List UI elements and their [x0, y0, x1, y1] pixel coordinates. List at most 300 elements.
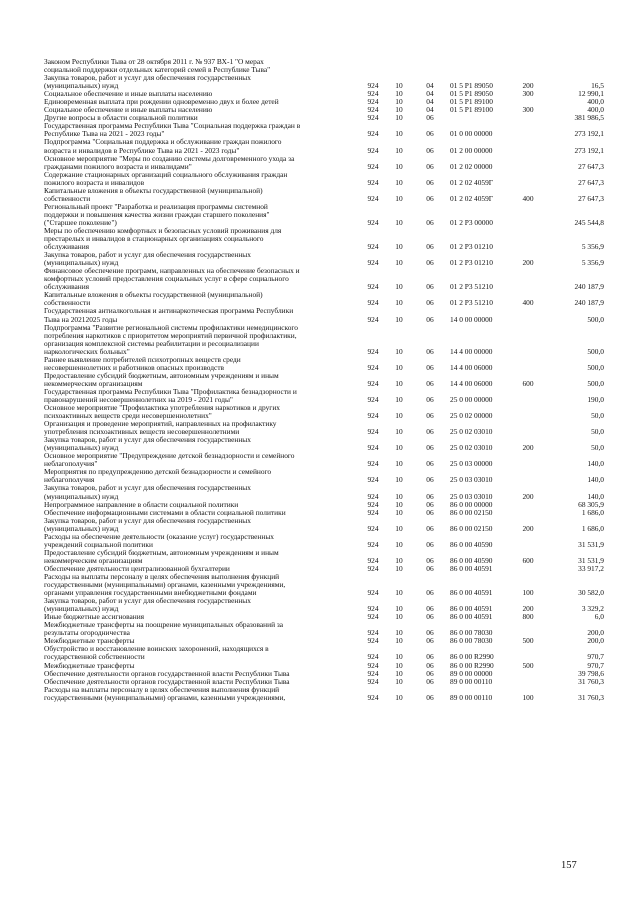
expense-name-cell	[44, 621, 362, 637]
expense-name-line: пожилого возраста и инвалидов	[44, 177, 145, 187]
section-code-cell: 10	[395, 427, 403, 437]
section-code-cell: 10	[395, 555, 403, 565]
amount-cell: 500,0	[587, 362, 604, 372]
subsection-code-cell: 06	[426, 475, 434, 485]
admin-code-cell: 924	[367, 113, 379, 123]
table-row	[44, 686, 604, 702]
subsection-code-cell: 06	[426, 523, 434, 533]
expense-name-line: Государственная программа Республики Тыва "Профилактика безнадзорности и	[44, 386, 297, 396]
expense-name-line: Закупка товаров, работ и услуг для обеспечения государственных	[44, 515, 251, 525]
expense-name-cell	[44, 404, 362, 420]
section-code-cell: 10	[395, 105, 403, 115]
amount-cell: 31 760,3	[578, 692, 604, 702]
expense-name-line: Единовременная выплата при рождении одновременно двух и более детей	[44, 97, 279, 107]
target-item-code-cell: 86 0 00 02150	[450, 523, 493, 533]
admin-code-cell: 924	[367, 145, 379, 155]
subsection-code-cell: 06	[426, 507, 434, 517]
section-code-cell: 10	[395, 692, 403, 702]
section-code-cell: 10	[395, 411, 403, 421]
expense-name-line: Обеспечение информационными системами в области социальной политики	[44, 507, 286, 517]
expense-name-cell	[44, 686, 362, 702]
target-item-code-cell: 01 2 02 00000	[450, 161, 493, 171]
section-code-cell: 10	[395, 89, 403, 99]
section-code-cell: 10	[395, 242, 403, 252]
subsection-code-cell: 06	[426, 298, 434, 308]
subsection-code-cell: 06	[426, 145, 434, 155]
amount-cell: 30 582,0	[578, 588, 604, 598]
expense-name-line: некоммерческим организациям	[44, 555, 143, 565]
expense-type-code-cell: 800	[522, 612, 534, 622]
admin-code-cell: 924	[367, 129, 379, 139]
expense-name-cell	[44, 356, 362, 372]
expense-name-cell	[44, 267, 362, 291]
admin-code-cell: 924	[367, 692, 379, 702]
target-item-code-cell: 86 0 00 R2990	[450, 660, 494, 670]
subsection-code-cell: 06	[426, 652, 434, 662]
table-row	[44, 573, 604, 597]
table-row	[44, 138, 604, 154]
expense-name-cell	[44, 549, 362, 565]
section-code-cell: 10	[395, 459, 403, 469]
budget-table	[44, 58, 604, 702]
admin-code-cell: 924	[367, 604, 379, 614]
subsection-code-cell: 06	[426, 491, 434, 501]
amount-cell: 16,5	[591, 81, 604, 91]
amount-cell: 140,0	[587, 459, 604, 469]
expense-name-cell	[44, 138, 362, 154]
admin-code-cell: 924	[367, 217, 379, 227]
expense-name-cell	[44, 645, 362, 661]
expense-name-cell	[44, 484, 362, 500]
expense-name-line: Закупка товаров, работ и услуг для обеспечения государственных	[44, 435, 251, 445]
subsection-code-cell: 06	[426, 113, 434, 123]
section-code-cell: 10	[395, 258, 403, 268]
table-row	[44, 452, 604, 468]
expense-type-code-cell: 200	[522, 523, 534, 533]
expense-name-line: Закупка товаров, работ и услуг для обеспечения государственных	[44, 73, 251, 83]
admin-code-cell: 924	[367, 242, 379, 252]
expense-name-line: результаты огородничества	[44, 628, 130, 638]
section-code-cell: 10	[395, 97, 403, 107]
target-item-code-cell: 86 0 00 40590	[450, 539, 493, 549]
admin-code-cell: 924	[367, 588, 379, 598]
table-row	[44, 171, 604, 187]
amount-cell: 12 990,1	[578, 89, 604, 99]
admin-code-cell: 924	[367, 652, 379, 662]
table-row	[44, 227, 604, 251]
target-item-code-cell: 01 2 Р3 01210	[450, 258, 493, 268]
expense-name-line: (муниципальных) нужд	[44, 491, 119, 501]
subsection-code-cell: 06	[426, 394, 434, 404]
section-code-cell: 10	[395, 628, 403, 638]
subsection-code-cell: 06	[426, 362, 434, 372]
target-item-code-cell: 01 2 02 4059Г	[450, 177, 494, 187]
target-item-code-cell: 25 0 03 03010	[450, 475, 493, 485]
subsection-code-cell: 06	[426, 555, 434, 565]
table-row	[44, 356, 604, 372]
section-code-cell: 10	[395, 652, 403, 662]
section-code-cell: 10	[395, 81, 403, 91]
target-item-code-cell: 25 0 03 03010	[450, 491, 493, 501]
amount-cell: 5 356,9	[581, 242, 604, 252]
expense-name-line: Региональный проект "Разработка и реализация программы системной	[44, 201, 268, 211]
expense-name-line: престарелых и инвалидов в стационарных организациях социального	[44, 234, 264, 244]
table-row	[44, 517, 604, 533]
target-item-code-cell: 01 5 Р1 89050	[450, 89, 493, 99]
amount-cell: 245 544,8	[574, 217, 604, 227]
expense-name-line: неблагополучия	[44, 475, 95, 485]
table-row	[44, 187, 604, 203]
target-item-code-cell: 14 4 00 00000	[450, 346, 493, 356]
subsection-code-cell: 06	[426, 217, 434, 227]
table-row	[44, 324, 604, 356]
table-row	[44, 58, 604, 74]
amount-cell: 381 986,5	[574, 113, 604, 123]
expense-name-cell	[44, 171, 362, 187]
expense-name-line: Подпрограмма "Развитие региональной системы профилактики немедицинского	[44, 322, 298, 332]
amount-cell: 27 647,3	[578, 193, 604, 203]
target-item-code-cell: 01 2 Р3 51210	[450, 282, 493, 292]
section-code-cell: 10	[395, 145, 403, 155]
target-item-code-cell: 01 5 Р1 89050	[450, 81, 493, 91]
section-code-cell: 10	[395, 113, 403, 123]
expense-name-line: Другие вопросы в области социальной политики	[44, 113, 198, 123]
subsection-code-cell: 06	[426, 378, 434, 388]
amount-cell: 5 356,9	[581, 258, 604, 268]
target-item-code-cell: 25 0 02 03010	[450, 427, 493, 437]
table-row	[44, 645, 604, 661]
expense-name-line: (муниципальных) нужд	[44, 523, 119, 533]
section-code-cell: 10	[395, 362, 403, 372]
subsection-code-cell: 06	[426, 668, 434, 678]
amount-cell: 50,0	[591, 427, 604, 437]
amount-cell: 970,7	[587, 660, 604, 670]
expense-name-cell	[44, 324, 362, 356]
subsection-code-cell: 06	[426, 676, 434, 686]
amount-cell: 31 531,9	[578, 555, 604, 565]
expense-name-cell	[44, 291, 362, 307]
section-code-cell: 10	[395, 563, 403, 573]
expense-name-line: гражданами пожилого возраста и инвалидами"	[44, 161, 192, 171]
expense-name-line: Мероприятия по предупреждению детской безнадзорности и семейного	[44, 467, 272, 477]
expense-name-cell	[44, 452, 362, 468]
amount-cell: 500,0	[587, 378, 604, 388]
amount-cell: 400,0	[587, 105, 604, 115]
target-item-code-cell: 14 0 00 00000	[450, 314, 493, 324]
expense-name-cell	[44, 58, 362, 74]
subsection-code-cell: 06	[426, 193, 434, 203]
expense-name-line: Межбюджетные трансферты	[44, 636, 135, 646]
target-item-code-cell: 86 0 00 78030	[450, 636, 493, 646]
target-item-code-cell: 86 0 00 R2990	[450, 652, 494, 662]
expense-name-cell	[44, 436, 362, 452]
expense-name-line: употребления психоактивных веществ несовершеннолетними	[44, 427, 240, 437]
expense-type-code-cell: 200	[522, 491, 534, 501]
table-row	[44, 621, 604, 637]
section-code-cell: 10	[395, 612, 403, 622]
subsection-code-cell: 06	[426, 539, 434, 549]
target-item-code-cell: 25 0 00 00000	[450, 394, 493, 404]
expense-name-cell	[44, 74, 362, 90]
target-item-code-cell: 01 5 Р1 89100	[450, 105, 493, 115]
amount-cell: 50,0	[591, 443, 604, 453]
admin-code-cell: 924	[367, 539, 379, 549]
expense-name-line: Основное мероприятие "Профилактика употребления наркотиков и других	[44, 403, 280, 413]
target-item-code-cell: 86 0 00 40591	[450, 612, 493, 622]
admin-code-cell: 924	[367, 443, 379, 453]
expense-name-cell	[44, 517, 362, 533]
expense-name-line: Межбюджетные трансферты на поощрение муниципальных образований за	[44, 620, 284, 630]
expense-name-line: Закупка товаров, работ и услуг для обеспечения государственных	[44, 596, 251, 606]
expense-name-line: Подпрограмма "Социальная поддержка и обслуживание граждан пожилого	[44, 137, 282, 147]
admin-code-cell: 924	[367, 660, 379, 670]
subsection-code-cell: 06	[426, 636, 434, 646]
expense-type-code-cell: 300	[522, 105, 534, 115]
admin-code-cell: 924	[367, 676, 379, 686]
admin-code-cell: 924	[367, 499, 379, 509]
expense-name-line: Меры по обеспечению комфортных и безопасных условий проживания для	[44, 225, 282, 235]
expense-name-line: Расходы на выплаты персоналу в целях обеспечения выполнения функций	[44, 684, 280, 694]
expense-name-line: Обеспечение деятельности централизованной бухгалтерии	[44, 563, 230, 573]
subsection-code-cell: 06	[426, 177, 434, 187]
admin-code-cell: 924	[367, 314, 379, 324]
expense-name-line: Предоставление субсидий бюджетным, автономным учреждениям и иным	[44, 547, 279, 557]
target-item-code-cell: 25 0 03 00000	[450, 459, 493, 469]
target-item-code-cell: 86 0 00 40591	[450, 604, 493, 614]
section-code-cell: 10	[395, 298, 403, 308]
expense-name-line: Расходы на выплаты персоналу в целях обеспечения выполнения функций	[44, 572, 280, 581]
table-row	[44, 122, 604, 138]
expense-name-line: некоммерческим организациям	[44, 378, 143, 388]
expense-type-code-cell: 600	[522, 555, 534, 565]
target-item-code-cell: 86 0 00 40591	[450, 588, 493, 598]
subsection-code-cell: 04	[426, 81, 434, 91]
expense-name-line: обслуживания	[44, 242, 90, 252]
expense-name-line: Предоставление субсидий бюджетным, автономным учреждениям и иным	[44, 370, 279, 380]
expense-name-line: Социальное обеспечение и иные выплаты населению	[44, 105, 213, 115]
expense-name-cell	[44, 597, 362, 613]
amount-cell: 500,0	[587, 346, 604, 356]
subsection-code-cell: 06	[426, 612, 434, 622]
target-item-code-cell: 86 0 00 78030	[450, 628, 493, 638]
subsection-code-cell: 06	[426, 604, 434, 614]
admin-code-cell: 924	[367, 427, 379, 437]
expense-name-line: Государственная программа Республики Тыва "Социальная поддержка граждан в	[44, 121, 301, 131]
expense-name-cell	[44, 155, 362, 171]
admin-code-cell: 924	[367, 362, 379, 372]
section-code-cell: 10	[395, 394, 403, 404]
expense-name-line: Иные бюджетные ассигнования	[44, 612, 145, 622]
expense-name-line: (муниципальных) нужд	[44, 258, 119, 268]
expense-type-code-cell: 400	[522, 298, 534, 308]
admin-code-cell: 924	[367, 507, 379, 517]
admin-code-cell: 924	[367, 628, 379, 638]
admin-code-cell: 924	[367, 177, 379, 187]
amount-cell: 200,0	[587, 628, 604, 638]
expense-name-line: организация комплексной системы реабилитации и ресоциализации	[44, 338, 259, 348]
expense-name-line: Основное мероприятие "Предупреждение детской безнадзорности и семейного	[44, 451, 295, 461]
expense-name-cell	[44, 251, 362, 267]
amount-cell: 273 192,1	[574, 145, 604, 155]
expense-type-code-cell: 600	[522, 378, 534, 388]
table-row	[44, 549, 604, 565]
section-code-cell: 10	[395, 523, 403, 533]
amount-cell: 500,0	[587, 314, 604, 324]
admin-code-cell: 924	[367, 105, 379, 115]
expense-name-cell	[44, 187, 362, 203]
section-code-cell: 10	[395, 660, 403, 670]
expense-type-code-cell: 200	[522, 604, 534, 614]
expense-name-line: органами управления государственными внебюджетными фондами	[44, 588, 257, 598]
admin-code-cell: 924	[367, 668, 379, 678]
expense-type-code-cell: 400	[522, 193, 534, 203]
target-item-code-cell: 86 0 00 02150	[450, 507, 493, 517]
section-code-cell: 10	[395, 314, 403, 324]
subsection-code-cell: 06	[426, 628, 434, 638]
expense-name-line: потребления наркотиков с приоритетом мероприятий первичной профилактики,	[44, 330, 297, 340]
expense-name-line: Закупка товаров, работ и услуг для обеспечения государственных	[44, 483, 251, 493]
section-code-cell: 10	[395, 129, 403, 139]
table-row	[44, 372, 604, 388]
target-item-code-cell: 25 0 02 00000	[450, 411, 493, 421]
section-code-cell: 10	[395, 499, 403, 509]
subsection-code-cell: 04	[426, 105, 434, 115]
expense-type-code-cell: 100	[522, 588, 534, 598]
expense-name-line: психоактивных веществ среди несовершеннолетних"	[44, 411, 212, 421]
target-item-code-cell: 01 5 Р1 89100	[450, 97, 493, 107]
amount-cell: 6,0	[594, 612, 604, 622]
table-row	[44, 251, 604, 267]
expense-name-line: Основное мероприятие "Меры по созданию системы долговременного ухода за	[44, 153, 295, 163]
amount-cell: 3 329,2	[581, 604, 604, 614]
admin-code-cell: 924	[367, 193, 379, 203]
section-code-cell: 10	[395, 491, 403, 501]
admin-code-cell: 924	[367, 523, 379, 533]
subsection-code-cell: 06	[426, 346, 434, 356]
section-code-cell: 10	[395, 177, 403, 187]
amount-cell: 970,7	[587, 652, 604, 662]
expense-type-code-cell: 200	[522, 81, 534, 91]
amount-cell: 50,0	[591, 411, 604, 421]
expense-name-cell	[44, 203, 362, 227]
amount-cell: 200,0	[587, 636, 604, 646]
admin-code-cell: 924	[367, 298, 379, 308]
section-code-cell: 10	[395, 161, 403, 171]
target-item-code-cell: 14 4 00 06000	[450, 362, 493, 372]
expense-name-line: Расходы на обеспечение деятельности (оказание услуг) государственных	[44, 531, 275, 541]
expense-name-line: Обеспечение деятельности органов государственной власти Республики Тыва	[44, 668, 290, 678]
subsection-code-cell: 06	[426, 161, 434, 171]
target-item-code-cell: 01 2 Р3 01210	[450, 242, 493, 252]
expense-name-cell	[44, 420, 362, 436]
section-code-cell: 10	[395, 636, 403, 646]
subsection-code-cell: 06	[426, 258, 434, 268]
expense-name-cell	[44, 533, 362, 549]
admin-code-cell: 924	[367, 459, 379, 469]
target-item-code-cell: 86 0 00 00000	[450, 499, 493, 509]
expense-name-line: (муниципальных) нужд	[44, 443, 119, 453]
section-code-cell: 10	[395, 676, 403, 686]
admin-code-cell: 924	[367, 282, 379, 292]
subsection-code-cell: 06	[426, 459, 434, 469]
admin-code-cell: 924	[367, 378, 379, 388]
amount-cell: 68 305,9	[578, 499, 604, 509]
expense-type-code-cell: 200	[522, 258, 534, 268]
section-code-cell: 10	[395, 378, 403, 388]
expense-name-line: социальной поддержки отдельных категорий семей в Республике Тыва"	[44, 65, 271, 75]
target-item-code-cell: 14 4 00 06000	[450, 378, 493, 388]
expense-name-line: Раннее выявление потребителей психотропных веществ среди	[44, 354, 241, 364]
expense-name-line: Закупка товаров, работ и услуг для обеспечения государственных	[44, 250, 251, 260]
expense-name-line: Финансовое обеспечение программ, направленных на обеспечение безопасных и	[44, 266, 300, 276]
amount-cell: 1 686,0	[581, 507, 604, 517]
subsection-code-cell: 06	[426, 660, 434, 670]
expense-type-code-cell: 300	[522, 89, 534, 99]
amount-cell: 27 647,3	[578, 177, 604, 187]
expense-name-line: Организация и проведение мероприятий, направленных на профилактику	[44, 419, 277, 429]
subsection-code-cell: 06	[426, 588, 434, 598]
table-row	[44, 597, 604, 613]
expense-name-line: возраста и инвалидов в Республике Тыва на 2021 - 2023 годы"	[44, 145, 240, 155]
expense-name-line: собственности	[44, 298, 91, 308]
table-row	[44, 484, 604, 500]
section-code-cell: 10	[395, 346, 403, 356]
admin-code-cell: 924	[367, 491, 379, 501]
expense-name-line: Социальное обеспечение и иные выплаты населению	[44, 89, 213, 99]
expense-name-cell	[44, 468, 362, 484]
table-row	[44, 404, 604, 420]
expense-name-line: поддержки и повышения качества жизни граждан старшего поколения"	[44, 209, 270, 219]
table-row	[44, 155, 604, 171]
expense-name-line: Содержание стационарных организаций социального обслуживания граждан	[44, 169, 288, 179]
admin-code-cell: 924	[367, 411, 379, 421]
admin-code-cell: 924	[367, 161, 379, 171]
target-item-code-cell: 86 0 00 40590	[450, 555, 493, 565]
section-code-cell: 10	[395, 475, 403, 485]
expense-name-line: несовершеннолетних и работников опасных производств	[44, 362, 225, 372]
expense-name-line: Капитальные вложения в объекты государственной (муниципальной)	[44, 290, 263, 300]
expense-type-code-cell: 200	[522, 443, 534, 453]
amount-cell: 273 192,1	[574, 129, 604, 139]
target-item-code-cell: 01 2 00 00000	[450, 145, 493, 155]
expense-name-cell	[44, 573, 362, 597]
admin-code-cell: 924	[367, 346, 379, 356]
table-row	[44, 533, 604, 549]
section-code-cell: 10	[395, 217, 403, 227]
subsection-code-cell: 04	[426, 89, 434, 99]
subsection-code-cell: 06	[426, 427, 434, 437]
expense-name-cell	[44, 122, 362, 138]
section-code-cell: 10	[395, 604, 403, 614]
expense-type-code-cell: 500	[522, 660, 534, 670]
subsection-code-cell: 06	[426, 563, 434, 573]
amount-cell: 1 686,0	[581, 523, 604, 533]
expense-name-line: наркологических больных"	[44, 346, 130, 356]
expense-name-line: Непрограммное направление в области социальной политики	[44, 499, 239, 509]
target-item-code-cell: 25 0 02 03010	[450, 443, 493, 453]
section-code-cell: 10	[395, 193, 403, 203]
admin-code-cell: 924	[367, 81, 379, 91]
expense-name-cell	[44, 227, 362, 251]
expense-name-line: Законом Республики Тыва от 28 октября 2011 г. № 937 ВХ-1 "О мерах	[44, 57, 264, 66]
table-row	[44, 307, 604, 323]
amount-cell: 31 531,9	[578, 539, 604, 549]
expense-name-line: Межбюджетные трансферты	[44, 660, 135, 670]
expense-name-cell	[44, 372, 362, 388]
section-code-cell: 10	[395, 588, 403, 598]
amount-cell: 240 187,9	[574, 298, 604, 308]
expense-name-line: Государственная антиалкогольная и антинаркотическая программа Республики	[44, 306, 294, 316]
